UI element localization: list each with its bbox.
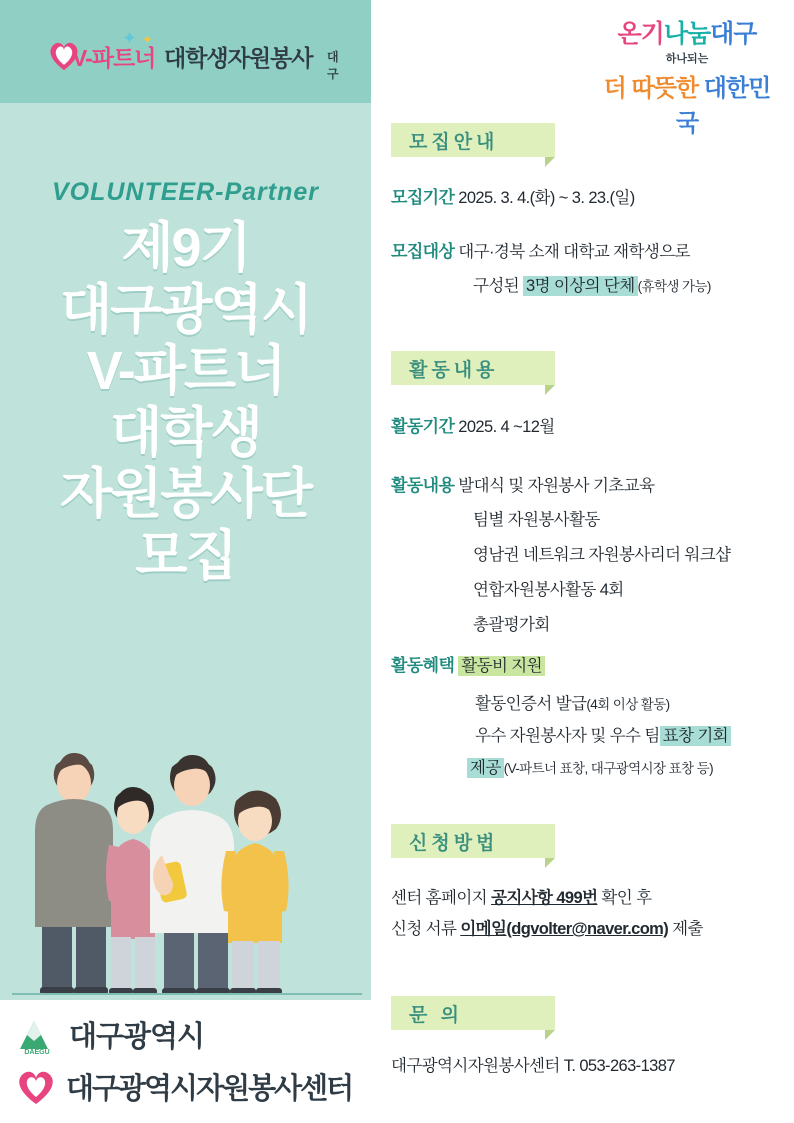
activity-benefit-row [391,651,545,676]
activity-content-item-2: 팀별 자원봉사활동 [473,511,600,529]
activity-content-item-3: 영남권 네트워크 자원봉사리더 워크샵 [473,546,731,564]
logo-brand-sub: 대학생자원봉사 [164,45,313,71]
apply-line1-prefix: 센터 홈페이지 [391,889,492,907]
headline-line-6: 모집 [135,525,236,586]
benefit-text-3: 우수 자원봉사자 및 우수 팀 [475,727,660,745]
activity-content-item-5: 총괄평가회 [473,616,550,634]
benefit-row-4 [467,754,713,778]
heart-v-icon [14,1067,58,1107]
section-header-activity: 활동내용 [391,351,555,385]
ground-line [12,993,362,995]
bottom-logos [0,1000,371,1123]
headline-line-5: 자원봉사단 [60,464,311,525]
slogan-part-daegu: 대구 [710,20,757,48]
activity-period-value: 2025. 4 ~12월 [458,418,555,436]
activity-content-label-wrap [391,471,654,496]
apply-line-1 [391,884,651,908]
government-slogan-logo [593,14,781,137]
recruit-target-prefix: 구성된 [473,277,524,295]
activity-content-item-3-row [473,541,730,565]
recruit-period-value: 2025. 3. 4.(화) ~ 3. 23.(일) [458,189,635,207]
activity-period-label: 활동기간 [391,417,455,436]
recruit-period-row [391,183,635,208]
daegu-mountain-icon [14,1015,60,1055]
sparkle-icon: ✦ [122,28,138,48]
slogan-line-1 [593,14,781,50]
apply-notice-link[interactable]: 공지사항 499번 [491,889,598,907]
recruit-target-suffix: (휴학생 가능) [637,279,711,294]
apply-line1-suffix: 확인 후 [597,889,652,907]
daegu-city-logo [14,1014,204,1055]
headline-line-2: 대구광역시 [60,279,311,340]
contact-line [391,1052,675,1076]
recruit-target-line2 [473,272,711,296]
activity-content-item-5-row [473,611,550,635]
activity-content-item-4-row [473,576,624,600]
activity-content-item-1: 발대식 및 자원봉사 기초교육 [458,477,655,495]
section-header-apply: 신청방법 [391,824,555,858]
benefit-row-2 [475,690,670,714]
apply-line2-suffix: 제출 [668,920,703,938]
contact-text: 대구광역시자원봉사센터 T. 053-263-1387 [391,1057,675,1075]
svg-text:DAEGU: DAEGU [24,1048,50,1055]
headline-line-3: V-파트너 [86,341,285,402]
benefit-note-2: (4회 이상 활동) [586,697,670,712]
slogan-part-ongi: 온기 [617,20,664,48]
slogan-part-korea: 대한민국 [675,75,771,137]
benefit-highlight-4: 제공 [467,758,504,778]
logo-brand-v: V-파트너 [72,45,156,71]
apply-line2-prefix: 신청 서류 [391,920,461,938]
headline-line-1: 제9기 [121,218,250,278]
left-poster-panel [0,0,371,1123]
daegu-city-label: 대구광역시 [69,1021,205,1053]
sparkle-icon-2: ✦ [142,32,153,47]
slogan-subtext: 하나되는 [665,53,709,65]
benefit-highlight-3: 표창 기회 [660,726,731,746]
recruit-target-row [391,237,690,262]
students-illustration [12,705,362,995]
activity-benefit-label: 활동혜택 [391,656,455,675]
benefit-row-3 [475,722,731,746]
right-info-panel [371,0,794,1123]
volunteer-center-logo [14,1066,352,1107]
benefit-note-4: (V-파트너 표창, 대구광역시장 표창 등) [503,761,713,776]
headline-english: VOLUNTEER-Partner [51,178,320,206]
recruit-target-value-line1: 대구·경북 소재 대학교 재학생으로 [458,243,690,261]
headline-line-4: 대학생 [110,402,261,463]
slogan-line-2 [593,68,781,138]
page-title [0,218,371,587]
volunteer-center-label: 대구광역시자원봉사센터 [66,1073,353,1105]
activity-content-item-4: 연합자원봉사활동 4회 [473,581,624,599]
section-header-recruit-info: 모집안내 [391,123,555,157]
recruit-period-label: 모집기간 [391,188,455,207]
activity-content-label: 활동내용 [391,476,455,495]
activity-period-row [391,412,555,437]
benefit-text-2: 활동인증서 발급 [475,695,587,713]
apply-email-link[interactable]: 이메일(dgvolter@naver.com) [460,920,669,938]
recruit-target-label: 모집대상 [391,242,455,261]
vpartner-logo [46,28,339,81]
recruit-target-highlight: 3명 이상의 단체 [523,276,638,296]
slogan-part-warmer: 더 따뜻한 [603,75,699,102]
benefit-highlight-1: 활동비 지원 [458,656,545,676]
apply-line-2 [391,915,703,939]
slogan-part-nanum: 나눔 [663,20,711,48]
logo-brand-city: 대구 [327,50,339,81]
activity-content-item-2-row [473,506,600,530]
section-header-contact: 문 의 [391,996,555,1030]
